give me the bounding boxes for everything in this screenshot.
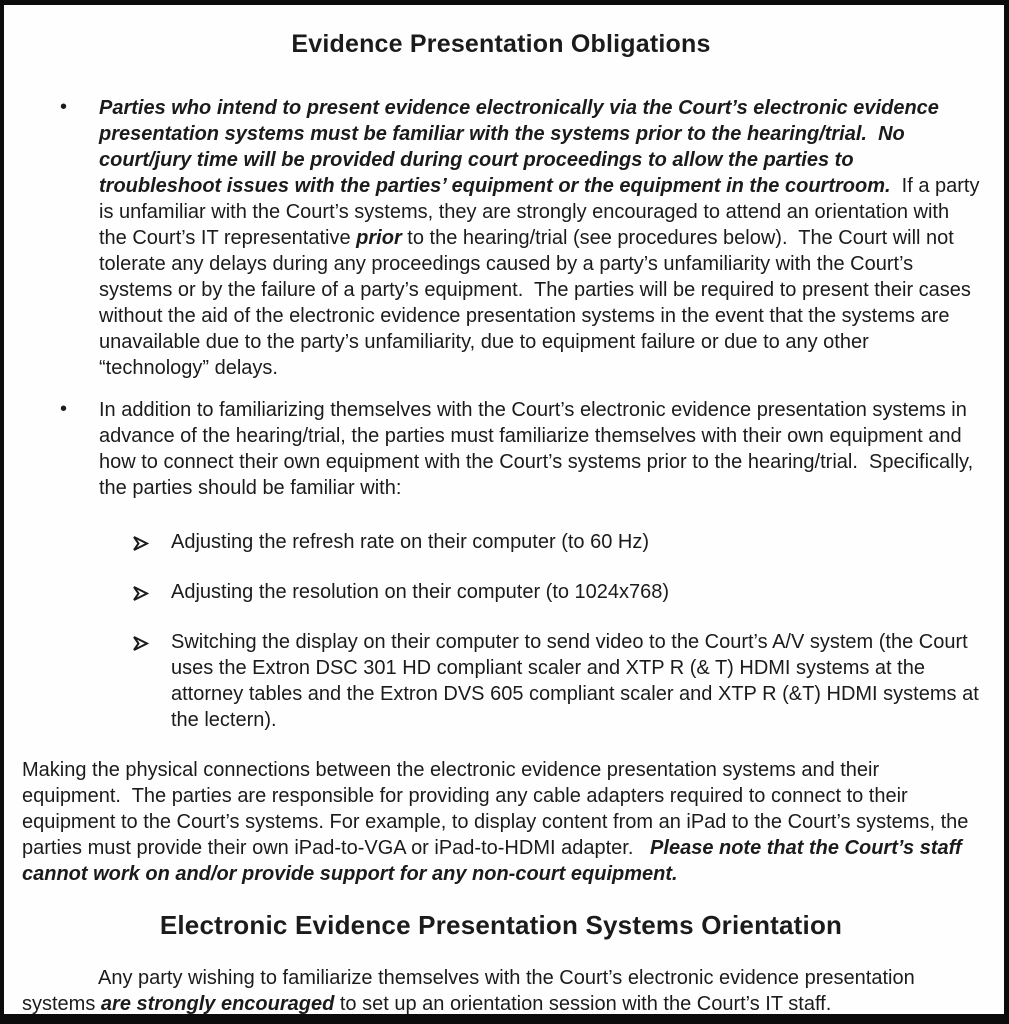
- arrow-bullet-icon: [132, 633, 150, 650]
- sub-bullet-text-display-switching: Switching the display on their computer to send video to the Court’s A/V system (the Court uses the Extron DSC 301 HD compliant scaler and XTP R (& T) HDMI systems at the attorney tables and the Extron DVS 605 compliant scaler and XTP R (&T) HDMI systems at the lectern).: [171, 631, 985, 731]
- prior-emphasis: prior: [356, 227, 402, 249]
- obligations-body: If a party is unfamiliar with the Court’s systems, they are strongly encouraged to attend an orientation with the Court’s IT representative: [99, 175, 986, 249]
- list-item-resolution: [22, 579, 980, 605]
- sub-bullet-text-refresh-rate: Adjusting the refresh rate on their computer (to 60 Hz): [171, 531, 650, 553]
- list-item-refresh-rate: [22, 529, 980, 555]
- section-heading-orientation: Electronic Evidence Presentation Systems Orientation: [159, 910, 843, 940]
- bullet-icon: •: [60, 96, 68, 118]
- list-item-familiarize: [22, 397, 980, 501]
- connections-body: Making the physical connections between the electronic evidence presentation systems and their equipment. The parties are responsible for providing any cable adapters required to connect to their equipment to the Court’s systems. For example, to display content from an iPad to the Court’s systems, the parties must provide their own iPad-to-VGA or iPad-to-HDMI adapter.: [22, 759, 974, 859]
- bullet-icon: •: [60, 398, 68, 420]
- strongly-encouraged-emphasis: are strongly encouraged: [101, 993, 334, 1019]
- orientation-outro: to set up an orientation session with the Court’s IT staff.: [334, 993, 832, 1015]
- orientation-intro: Any party wishing to familiarize themselves with the Court’s electronic evidence presentation systems: [22, 967, 921, 1015]
- obligations-body-tail: to the hearing/trial (see procedures below). The Court will not tolerate any delays during any proceedings caused by a party’s unfamiliarity with the Court’s systems or by the failure of a party’s equipment. The parties will be required to present their cases without the aid of the electronic evidence presentation systems in the event that the systems are unavailable due to the party’s unfamiliarity, due to equipment failure or due to any other “technology” delays.: [99, 227, 977, 379]
- paragraph-obligations: [99, 97, 985, 379]
- paragraph-connections: [22, 757, 980, 887]
- arrow-bullet-icon: [132, 533, 150, 550]
- sub-bullet-list: [22, 529, 985, 733]
- page-title: Evidence Presentation Obligations: [291, 30, 711, 58]
- paragraph-orientation: [22, 965, 980, 1017]
- list-item-obligations: [22, 95, 986, 381]
- obligations-lead-emphasis: Parties who intend to present evidence electronically via the Court’s electronic evidence presentation systems must be familiar with the systems prior to the hearing/trial. No court/jury time will be provided during court proceedings to allow the parties to troubleshoot issues with the parties’ equipment or the equipment in the courtroom.: [99, 97, 945, 197]
- list-item-display-switching: [22, 629, 985, 733]
- support-note-emphasis: Please note that the Court’s staff cannot work on and/or provide support for any non-court equipment.: [22, 837, 968, 885]
- arrow-bullet-icon: [132, 583, 150, 600]
- sub-bullet-text-resolution: Adjusting the resolution on their computer (to 1024x768): [171, 581, 670, 603]
- paragraph-familiarize: In addition to familiarizing themselves with the Court’s electronic evidence presentation systems in advance of the hearing/trial, the parties must familiarize themselves with their own equipment and how to connect their own equipment with the Court’s systems prior to the hearing/trial. Specifically, the parties should be familiar with:: [99, 399, 979, 499]
